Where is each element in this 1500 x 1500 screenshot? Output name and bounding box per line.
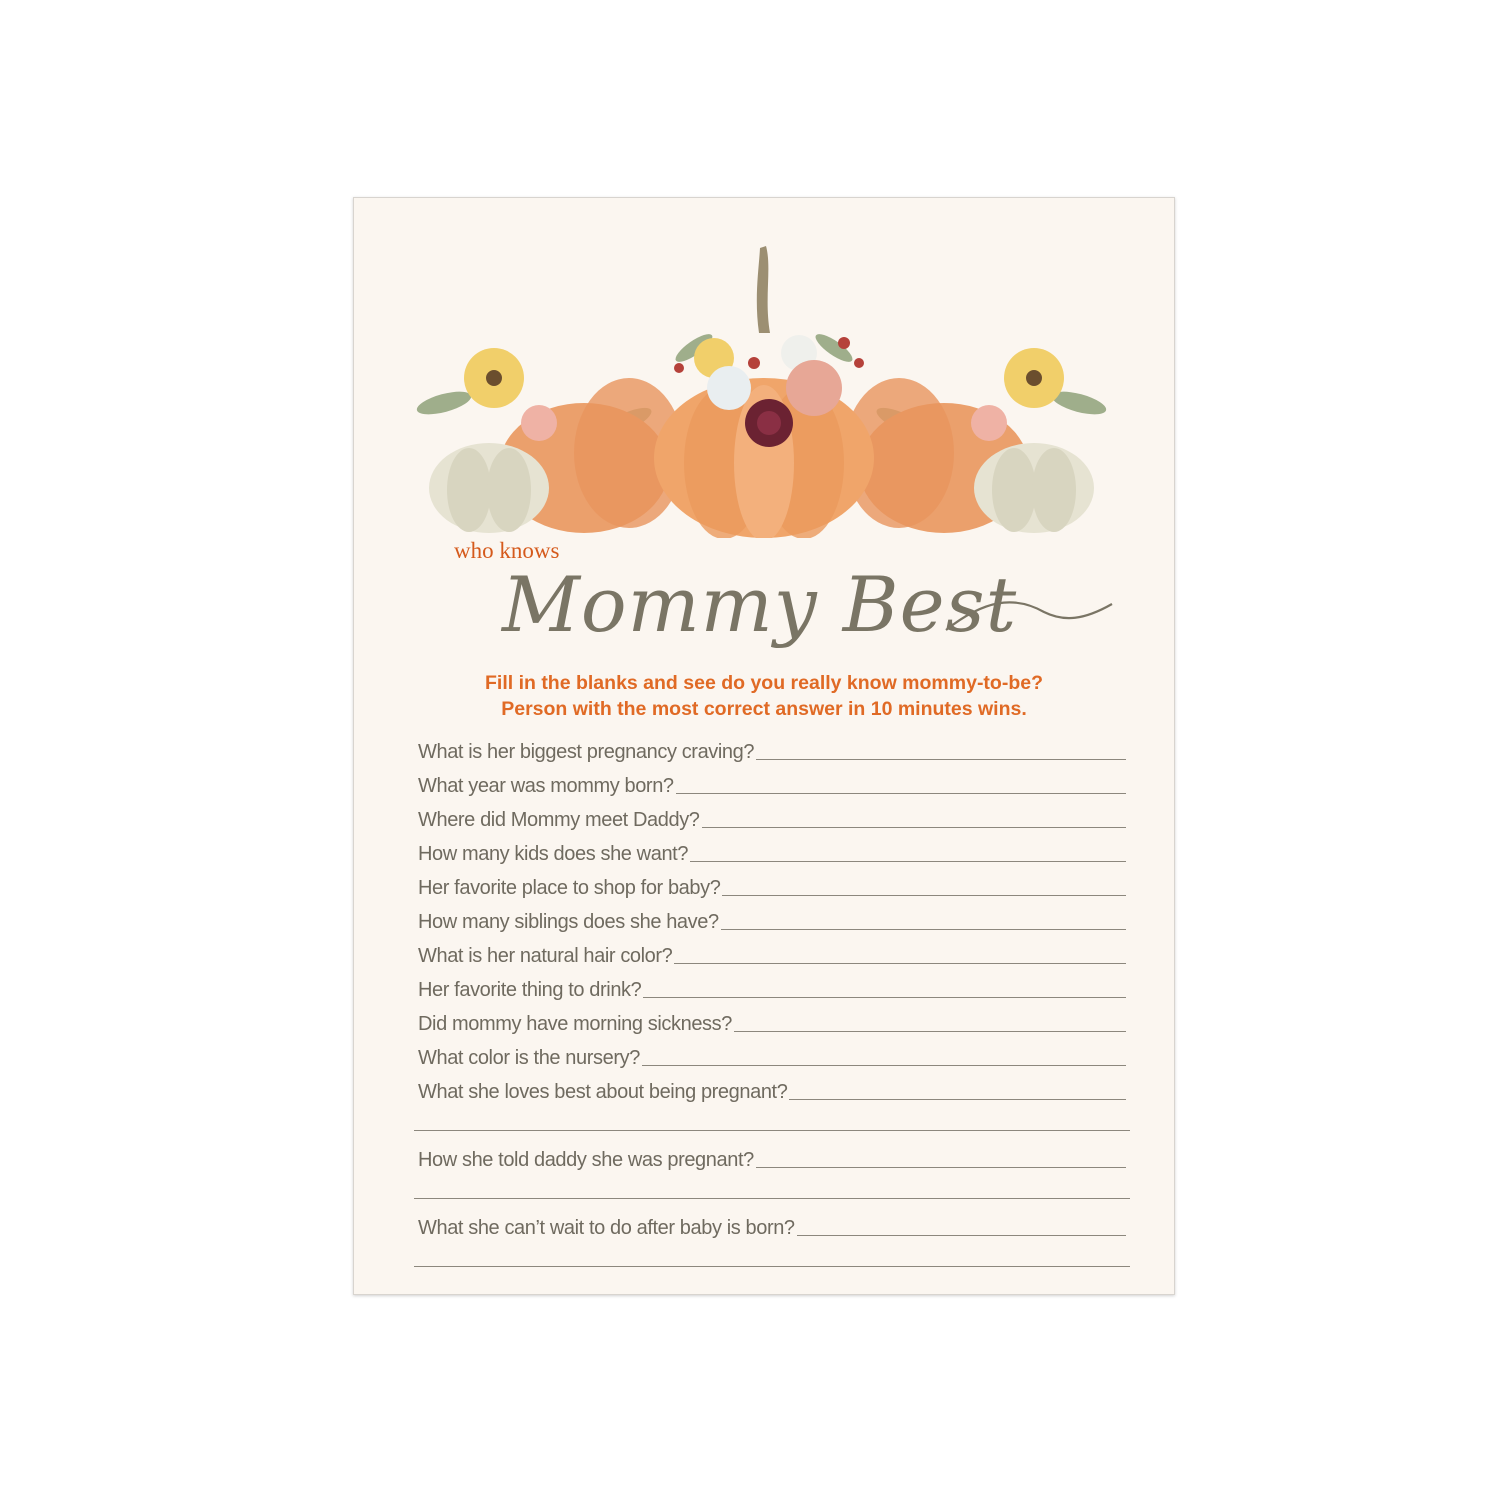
question-text: Her favorite thing to drink? [418,979,642,1001]
question-text: What is her natural hair color? [418,945,673,967]
answer-line[interactable] [674,963,1126,964]
answer-line[interactable] [797,1235,1126,1236]
question-text: What year was mommy born? [418,775,674,797]
answer-line[interactable] [789,1099,1126,1100]
question-text: Did mommy have morning sickness? [418,1013,732,1035]
question-text: Her favorite place to shop for baby? [418,877,721,899]
subtitle: who knows [454,538,560,563]
question-row[interactable] [418,937,1126,967]
page-title: Mommy Best [502,560,1018,649]
instructions [354,670,1174,722]
question-row[interactable] [418,1073,1126,1103]
instruction-line: Fill in the blanks and see do you really know mommy-to-be? [484,672,1044,694]
question-row[interactable] [418,733,1126,763]
question-text: What she loves best about being pregnant? [418,1081,788,1103]
answer-line[interactable] [702,827,1126,828]
answer-line[interactable] [721,929,1126,930]
answer-line[interactable] [756,759,1126,760]
title-swash-icon [944,590,1114,640]
answer-line[interactable] [756,1167,1126,1168]
question-text: What is her biggest pregnancy craving? [418,741,755,763]
question-row[interactable] [418,903,1126,933]
question-text: How she told daddy she was pregnant? [418,1149,754,1171]
question-row[interactable] [418,767,1126,797]
question-text: How many siblings does she have? [418,911,719,933]
question-row[interactable] [418,1141,1126,1171]
instruction-line: Person with the most correct answer in 10 minutes wins. [501,698,1027,720]
question-text: What she can’t wait to do after baby is born? [418,1217,795,1239]
question-row[interactable] [418,869,1126,899]
answer-line[interactable] [722,895,1126,896]
question-row[interactable] [418,1005,1126,1035]
question-row[interactable] [418,1039,1126,1069]
answer-line-extra[interactable] [414,1198,1130,1199]
pumpkin-floral-illustration-icon [414,238,1114,538]
question-text: Where did Mommy meet Daddy? [418,809,700,831]
game-card [353,197,1175,1295]
answer-line[interactable] [734,1031,1126,1032]
question-row[interactable] [418,1209,1126,1239]
answer-line[interactable] [642,1065,1126,1066]
question-row[interactable] [418,801,1126,831]
question-text: What color is the nursery? [418,1047,640,1069]
question-row[interactable] [418,835,1126,865]
question-row[interactable] [418,971,1126,1001]
answer-line[interactable] [690,861,1126,862]
answer-line-extra[interactable] [414,1266,1130,1267]
answer-line[interactable] [643,997,1126,998]
answer-line-extra[interactable] [414,1130,1130,1131]
question-text: How many kids does she want? [418,843,689,865]
answer-line[interactable] [676,793,1126,794]
